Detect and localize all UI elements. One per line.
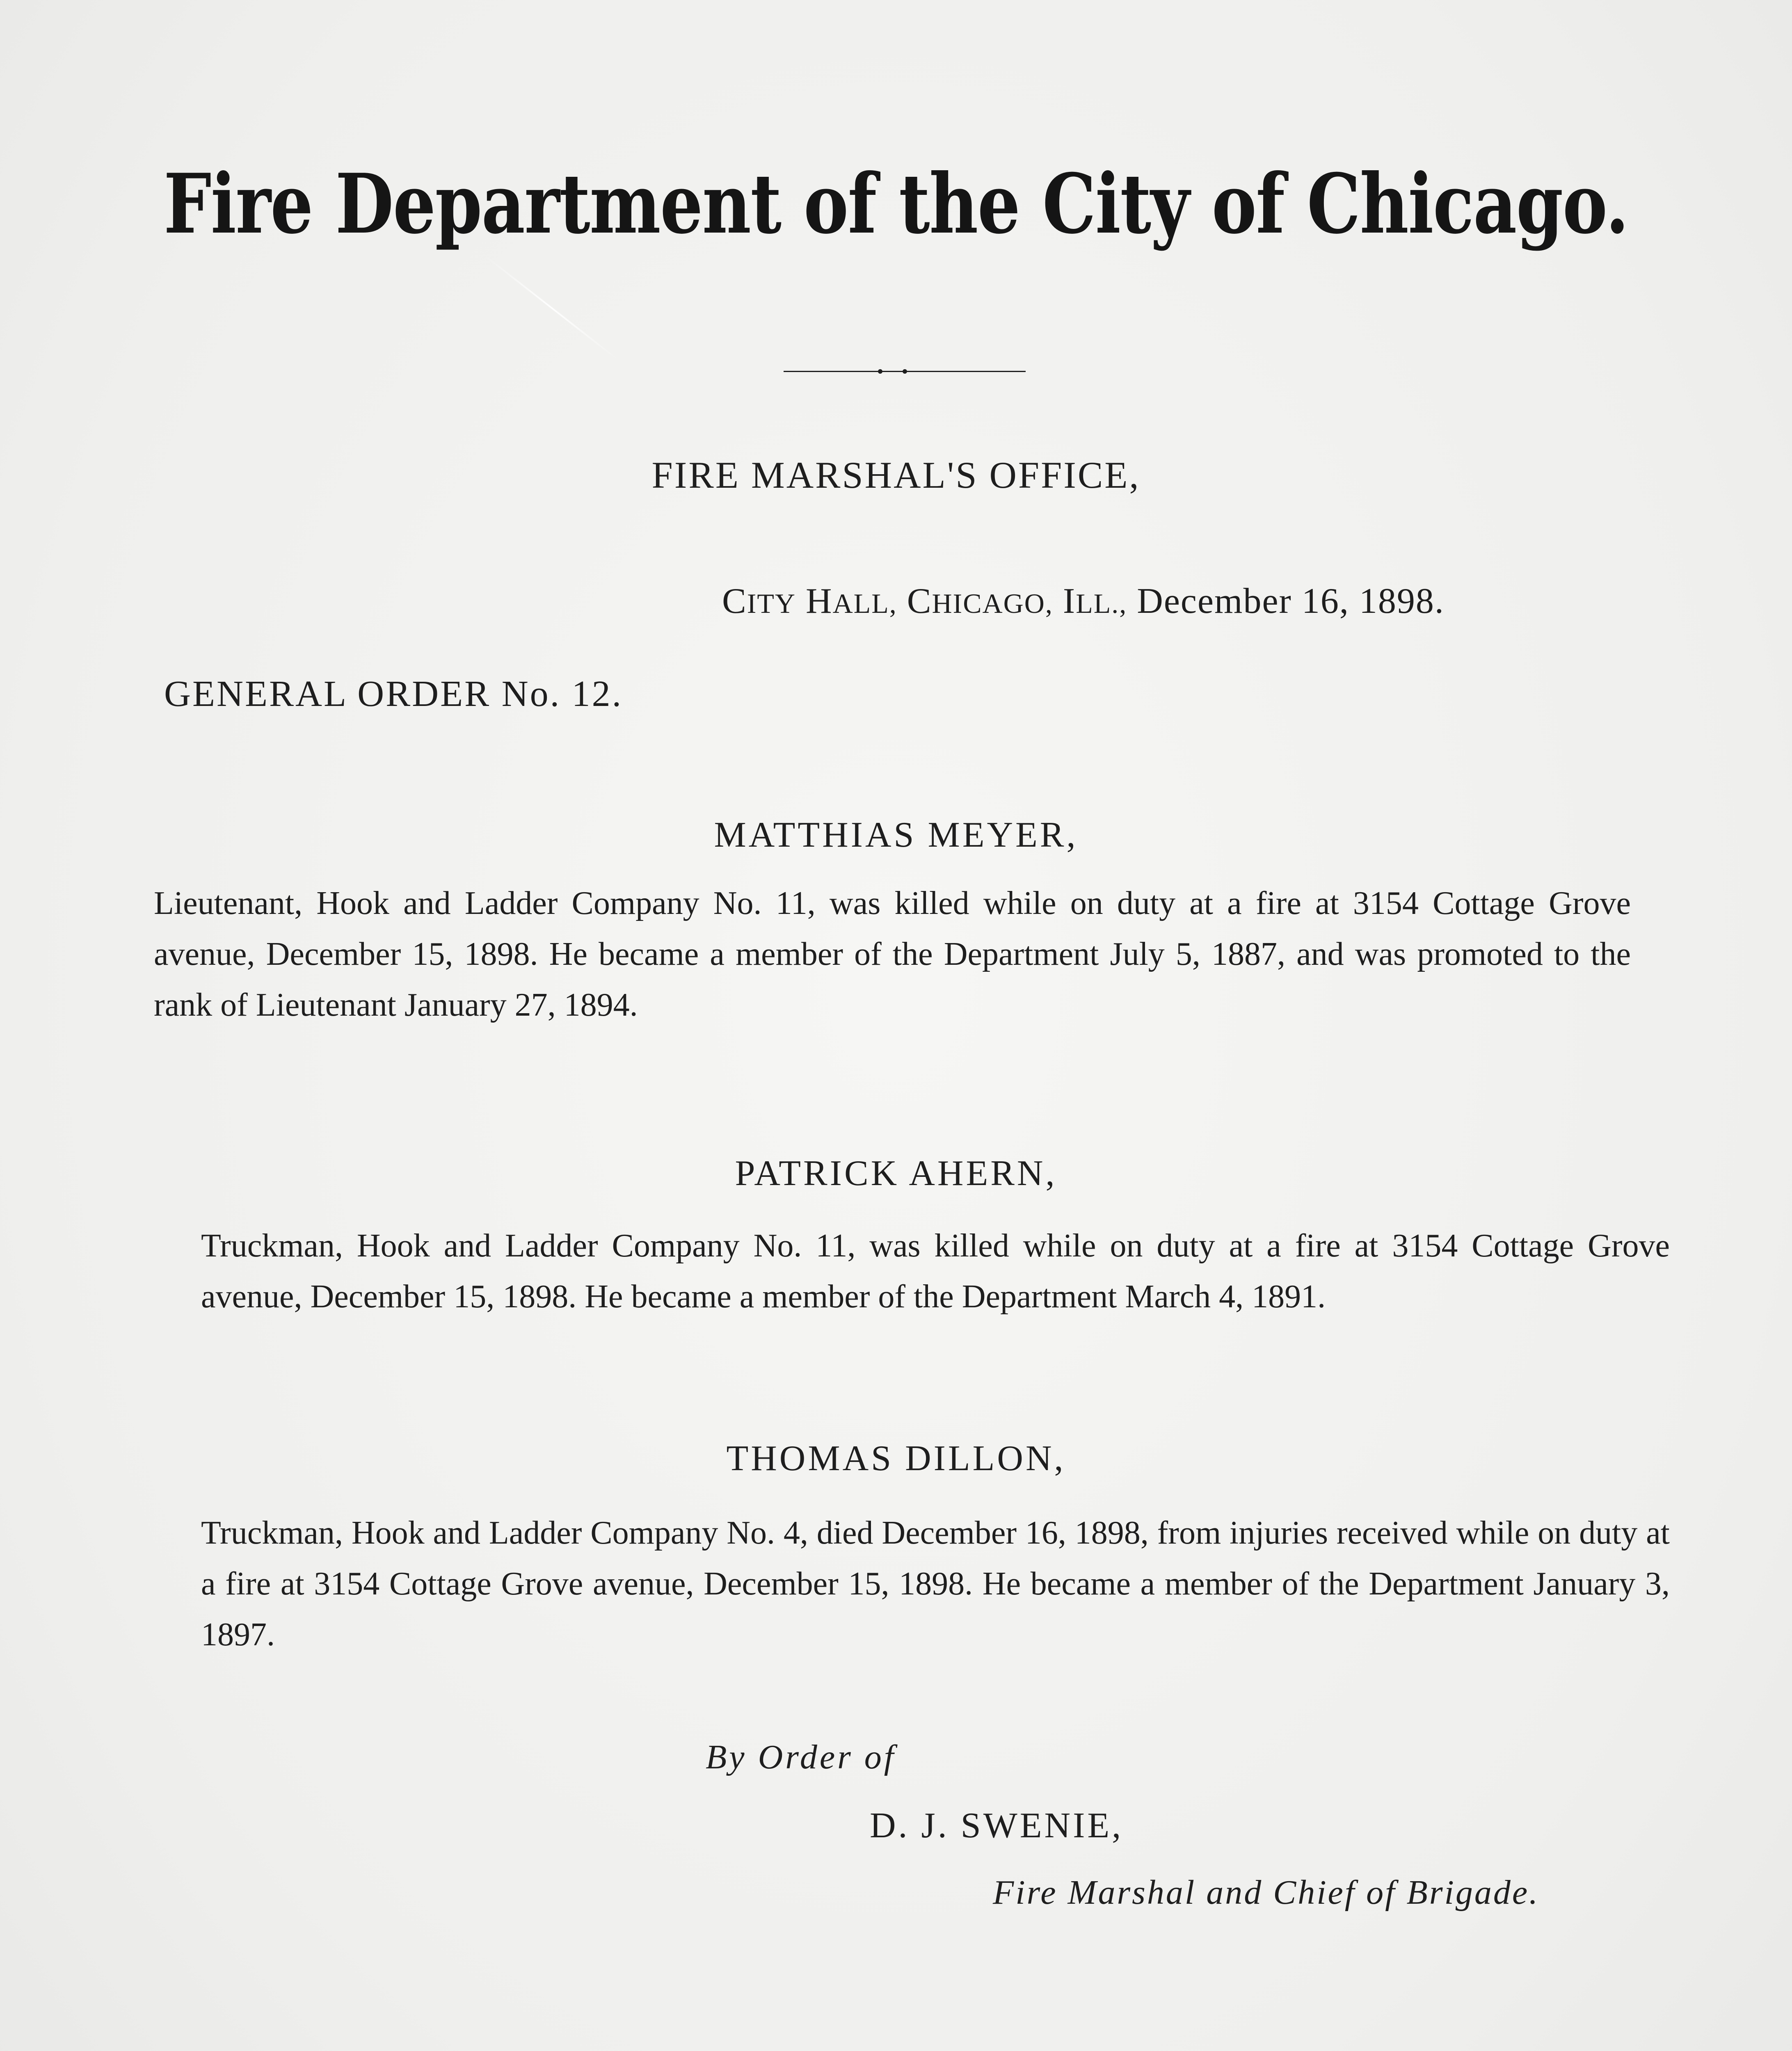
dateline-letter: I	[1063, 581, 1076, 621]
entry-name: THOMAS DILLON,	[726, 1439, 1066, 1478]
masthead: Fire Department of the City of Chicago.	[163, 156, 1629, 252]
general-order-number: GENERAL ORDER No. 12.	[164, 674, 623, 714]
ornamental-rule	[784, 369, 1026, 373]
dateline-word: HICAGO,	[932, 588, 1053, 619]
dateline-word: ALL,	[832, 588, 897, 619]
dateline	[722, 580, 1445, 622]
office-heading: FIRE MARSHAL'S OFFICE,	[651, 454, 1141, 496]
dateline-word: LL.,	[1076, 588, 1127, 619]
paper-crease	[484, 254, 620, 362]
dateline-letter: H	[806, 581, 833, 621]
entry-text: Truckman, Hook and Ladder Company No. 4, died December 16, 1898, from injuries received while on duty at a fire at 3154 Cottage Grove avenue, December 15, 1898. He became a member of the Department January 3, 1897.	[201, 1515, 1670, 1653]
dateline-date: December 16, 1898.	[1137, 581, 1445, 621]
dateline-letter: C	[907, 581, 932, 621]
signer-title: Fire Marshal and Chief of Brigade.	[993, 1873, 1540, 1912]
entry-text: Lieutenant, Hook and Ladder Company No. 11, was killed while on duty at a fire at 3154 Cottage Grove avenue, December 15, 1898. He became a member of the Department July 5, 1887, and was promoted to the rank of Lieutenant January 27, 1894.	[154, 885, 1631, 1023]
signer-name: D. J. SWENIE,	[870, 1806, 1124, 1845]
entry-text: Truckman, Hook and Ladder Company No. 11, was killed while on duty at a fire at 3154 Cottage Grove avenue, December 15, 1898. He became a member of the Department March 4, 1891.	[201, 1228, 1670, 1315]
by-order-line: By Order of	[706, 1738, 896, 1776]
rule-dot	[903, 369, 907, 374]
dateline-letter: C	[722, 581, 747, 621]
dateline-word: ITY	[747, 588, 796, 619]
entry-name: MATTHIAS MEYER,	[714, 815, 1078, 855]
entry-name: PATRICK AHERN,	[735, 1153, 1057, 1193]
rule-dot	[878, 369, 882, 374]
